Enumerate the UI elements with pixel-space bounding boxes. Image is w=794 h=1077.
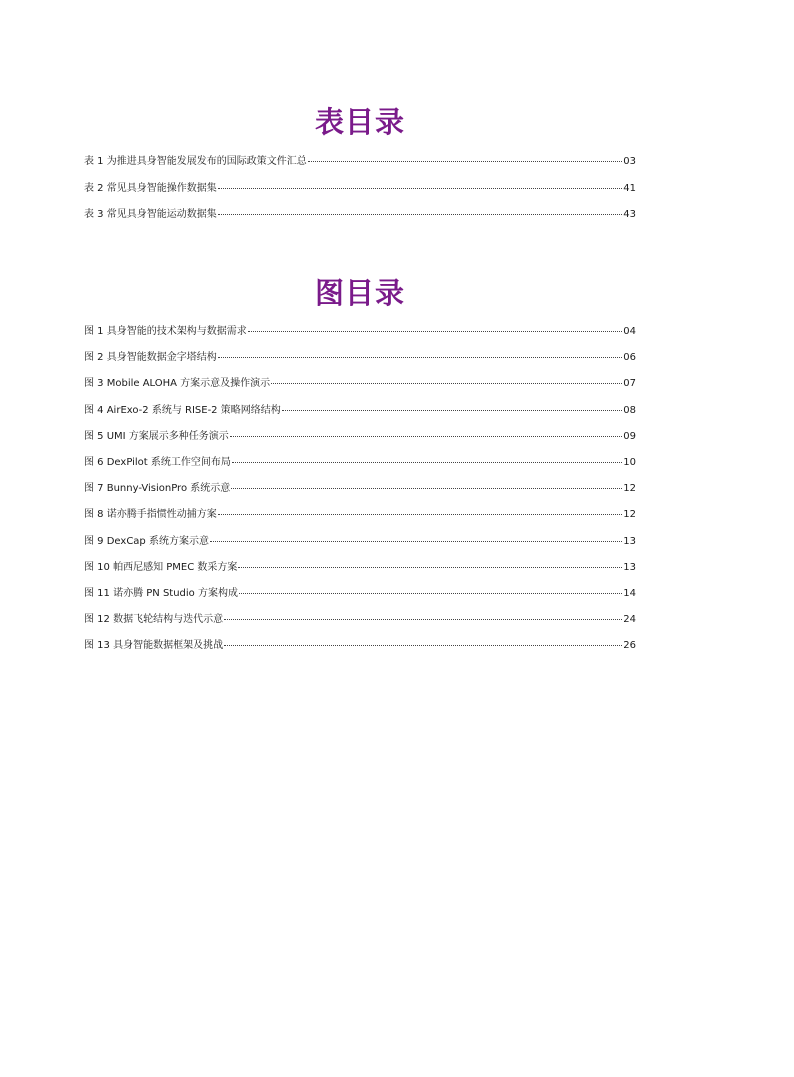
toc-entry-label: 图 5 UMI 方案展示多种任务演示 xyxy=(84,430,229,442)
toc-entry-page-number: 43 xyxy=(623,209,636,220)
toc-entry-page-number: 26 xyxy=(623,640,636,652)
toc-entry[interactable] xyxy=(84,209,636,221)
dot-leader xyxy=(231,488,622,489)
dot-leader xyxy=(271,383,622,384)
toc-entry-page-number: 04 xyxy=(623,326,636,337)
toc-entry-page-number: 24 xyxy=(623,614,636,626)
dot-leader xyxy=(248,331,623,332)
dot-leader xyxy=(218,357,623,358)
toc-entry-label: 图 4 AirExo-2 系统与 RISE-2 策略网络结构 xyxy=(84,404,281,416)
toc-entry[interactable] xyxy=(84,326,636,338)
toc-entry-page-number: 12 xyxy=(623,509,636,521)
dot-leader xyxy=(238,567,622,568)
toc-entry[interactable] xyxy=(84,588,636,600)
toc-entry[interactable] xyxy=(84,156,636,168)
tables-list xyxy=(84,156,636,236)
toc-entry[interactable] xyxy=(84,483,636,495)
dot-leader xyxy=(308,161,623,162)
toc-entry-label: 表 1 为推进具身智能发展发布的国际政策文件汇总 xyxy=(84,156,307,167)
dot-leader xyxy=(230,436,622,437)
toc-entry-label: 图 13 具身智能数据框架及挑战 xyxy=(84,640,224,652)
toc-entry-label: 图 6 DexPilot 系统工作空间布局 xyxy=(84,456,231,468)
toc-entry[interactable] xyxy=(84,352,636,364)
toc-entry-label: 表 3 常见具身智能运动数据集 xyxy=(84,209,217,220)
dot-leader xyxy=(224,645,622,646)
toc-entry-label: 图 12 数据飞轮结构与迭代示意 xyxy=(84,614,224,626)
dot-leader xyxy=(218,214,623,215)
toc-entry-label: 表 2 常见具身智能操作数据集 xyxy=(84,182,217,194)
dot-leader xyxy=(210,541,622,542)
toc-entry[interactable] xyxy=(84,378,636,390)
toc-entry-label: 图 11 诺亦腾 PN Studio 方案构成 xyxy=(84,587,238,599)
toc-entry-label: 图 2 具身智能数据金字塔结构 xyxy=(84,352,217,364)
toc-entry[interactable] xyxy=(84,640,636,652)
toc-entry-page-number: 13 xyxy=(623,535,636,547)
toc-entry-page-number: 12 xyxy=(623,483,636,495)
toc-entry[interactable] xyxy=(84,457,636,469)
toc-entry-page-number: 06 xyxy=(623,352,636,364)
toc-entry-label: 图 3 Mobile ALOHA 方案示意及操作演示 xyxy=(84,378,271,390)
figures-list xyxy=(84,326,636,666)
toc-entry-label: 图 7 Bunny-VisionPro 系统示意 xyxy=(84,483,231,495)
toc-entry-page-number: 13 xyxy=(623,561,636,573)
figures-heading: 图目录 xyxy=(314,276,405,310)
dot-leader xyxy=(232,462,622,463)
toc-entry[interactable] xyxy=(84,562,636,574)
toc-entry-page-number: 14 xyxy=(623,587,636,599)
toc-entry[interactable] xyxy=(84,431,636,443)
dot-leader xyxy=(218,514,623,515)
dot-leader xyxy=(224,619,622,620)
toc-entry[interactable] xyxy=(84,405,636,417)
dot-leader xyxy=(239,593,622,594)
toc-entry-page-number: 08 xyxy=(623,404,636,416)
toc-entry[interactable] xyxy=(84,183,636,195)
dot-leader xyxy=(218,188,623,189)
toc-entry-page-number: 03 xyxy=(623,156,636,167)
toc-entry-label: 图 9 DexCap 系统方案示意 xyxy=(84,535,209,547)
toc-entry-label: 图 1 具身智能的技术架构与数据需求 xyxy=(84,326,247,337)
toc-entry-page-number: 09 xyxy=(623,430,636,442)
toc-entry[interactable] xyxy=(84,536,636,548)
dot-leader xyxy=(282,410,623,411)
toc-entry-page-number: 07 xyxy=(623,378,636,390)
toc-entry-page-number: 10 xyxy=(623,456,636,468)
toc-entry-label: 图 10 帕西尼感知 PMEC 数采方案 xyxy=(84,561,238,573)
toc-entry-page-number: 41 xyxy=(623,182,636,194)
toc-entry[interactable] xyxy=(84,509,636,521)
toc-entry-label: 图 8 诺亦腾手指惯性动捕方案 xyxy=(84,509,217,521)
toc-entry[interactable] xyxy=(84,614,636,626)
tables-heading: 表目录 xyxy=(314,105,405,139)
